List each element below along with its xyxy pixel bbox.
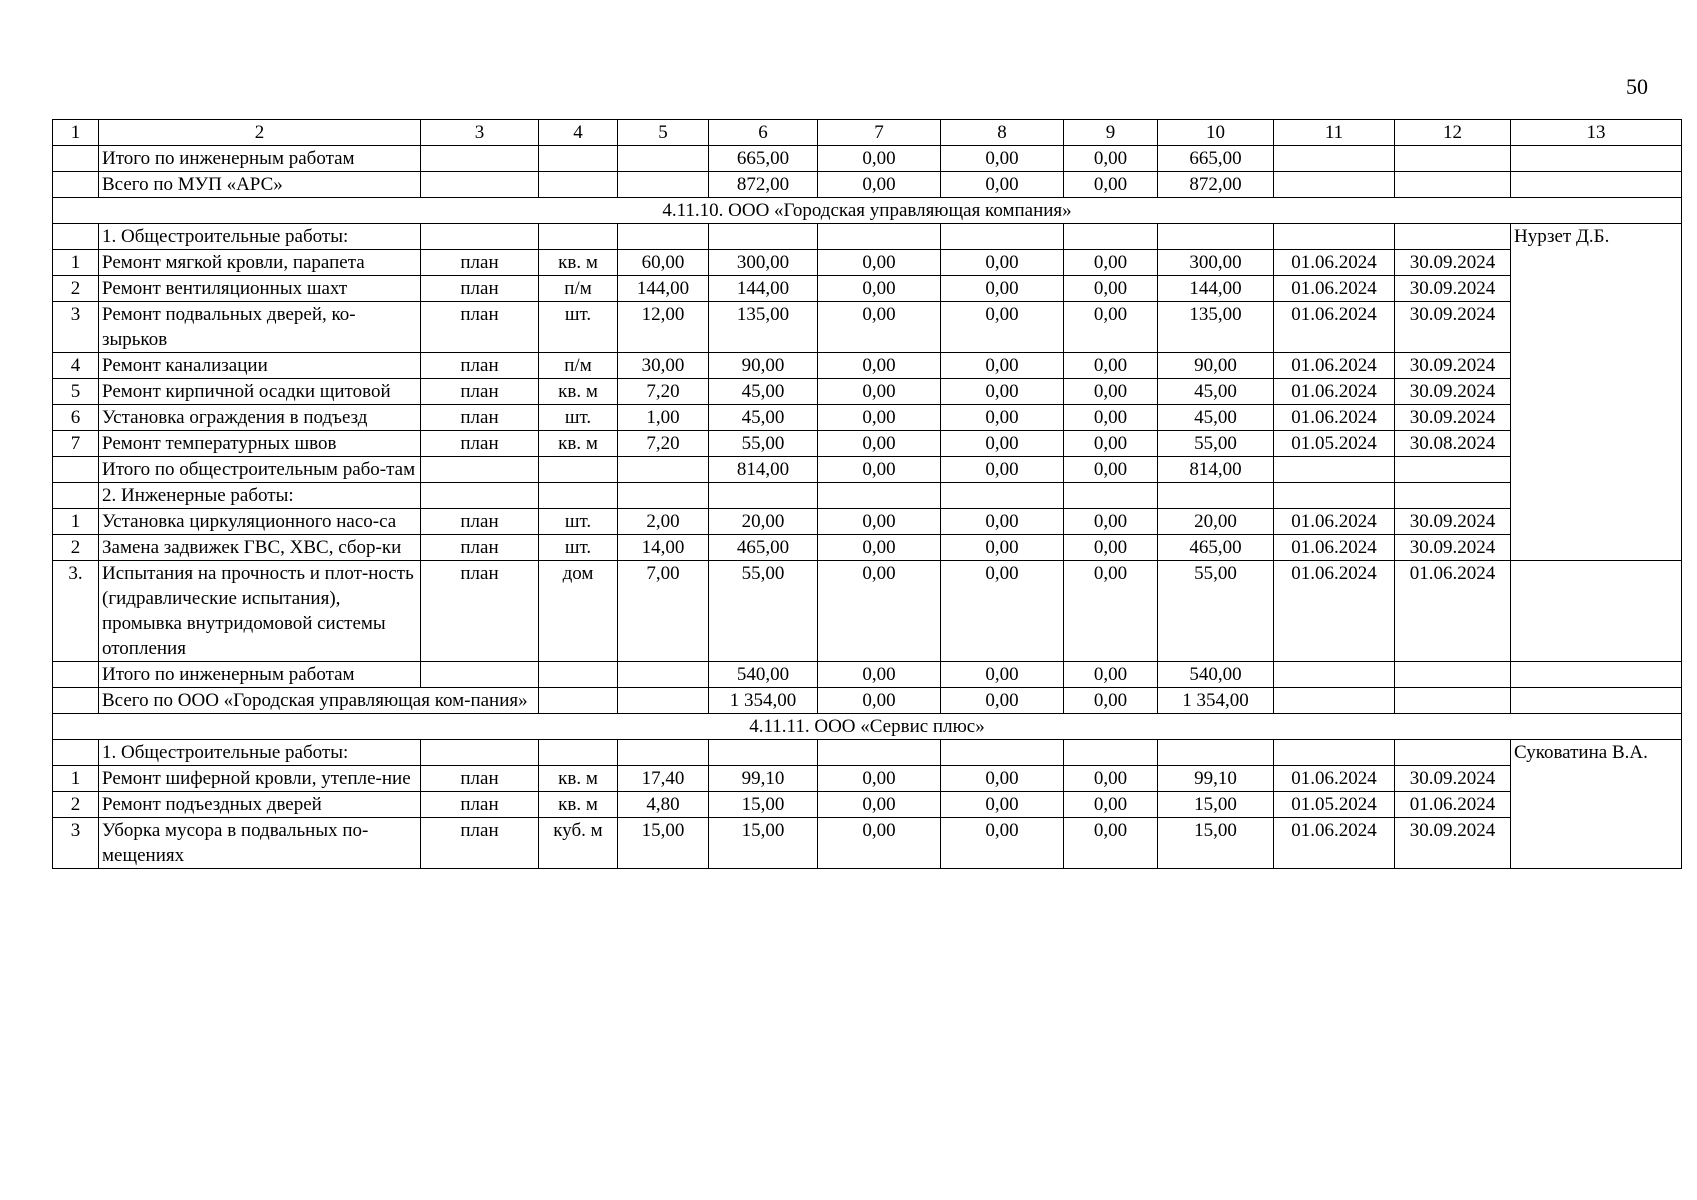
table-cell: 01.06.2024: [1274, 250, 1395, 276]
table-cell: 0,00: [818, 250, 941, 276]
table-cell: 99,10: [709, 766, 818, 792]
table-cell: [421, 740, 539, 766]
work-row: [53, 818, 1682, 869]
table-cell: 0,00: [941, 146, 1064, 172]
work-row: [53, 250, 1682, 276]
column-header: 12: [1395, 120, 1511, 146]
table-cell: 45,00: [709, 405, 818, 431]
table-cell: 0,00: [941, 509, 1064, 535]
table-cell: [539, 483, 618, 509]
table-cell: [421, 457, 539, 483]
table-cell: 7: [53, 431, 99, 457]
table-cell: куб. м: [539, 818, 618, 869]
row-description: Ремонт канализации: [99, 353, 421, 379]
table-cell: [1274, 662, 1395, 688]
table-cell: план: [421, 379, 539, 405]
table-cell: [539, 172, 618, 198]
table-cell: 0,00: [818, 509, 941, 535]
table-cell: 0,00: [1064, 405, 1158, 431]
table-cell: 4,80: [618, 792, 709, 818]
row-description: Ремонт подъездных дверей: [99, 792, 421, 818]
row-description: Замена задвижек ГВС, ХВС, сбор-ки: [99, 535, 421, 561]
section-title-row: [53, 714, 1682, 740]
table-cell: 0,00: [941, 535, 1064, 561]
table-cell: [1064, 224, 1158, 250]
table-cell: план: [421, 509, 539, 535]
table-cell: 01.06.2024: [1274, 766, 1395, 792]
table-cell: [1511, 172, 1682, 198]
table-cell: 12,00: [618, 302, 709, 353]
table-cell: 2: [53, 535, 99, 561]
table-cell: 45,00: [1158, 405, 1274, 431]
table-cell: план: [421, 766, 539, 792]
work-row: [53, 509, 1682, 535]
table-cell: 872,00: [709, 172, 818, 198]
table-cell: 814,00: [1158, 457, 1274, 483]
table-cell: 01.06.2024: [1274, 302, 1395, 353]
work-row: [53, 405, 1682, 431]
table-cell: 0,00: [941, 561, 1064, 662]
table-cell: план: [421, 276, 539, 302]
table-cell: 814,00: [709, 457, 818, 483]
table-cell: 01.06.2024: [1395, 561, 1511, 662]
table-cell: 14,00: [618, 535, 709, 561]
table-cell: 0,00: [1064, 662, 1158, 688]
table-cell: [1395, 740, 1511, 766]
table-cell: 0,00: [818, 766, 941, 792]
table-cell: 144,00: [1158, 276, 1274, 302]
table-cell: 0,00: [1064, 688, 1158, 714]
table-cell: шт.: [539, 535, 618, 561]
table-cell: 99,10: [1158, 766, 1274, 792]
table-cell: 0,00: [1064, 172, 1158, 198]
table-cell: [709, 740, 818, 766]
row-description: Уборка мусора в подвальных по-мещениях: [99, 818, 421, 869]
table-cell: 01.05.2024: [1274, 431, 1395, 457]
row-description: Итого по инженерным работам: [99, 662, 421, 688]
table-cell: [421, 483, 539, 509]
subtotal-row: [53, 662, 1682, 688]
table-cell: 0,00: [818, 535, 941, 561]
works-table: [52, 119, 1682, 869]
table-cell: [709, 224, 818, 250]
table-cell: 0,00: [818, 688, 941, 714]
table-cell: [618, 483, 709, 509]
table-cell: 1: [53, 509, 99, 535]
row-description: Всего по МУП «АРС»: [99, 172, 421, 198]
work-row: [53, 302, 1682, 353]
table-cell: [941, 224, 1064, 250]
table-cell: [618, 688, 709, 714]
table-cell: 300,00: [709, 250, 818, 276]
table-cell: [618, 740, 709, 766]
table-cell: [818, 740, 941, 766]
work-row: [53, 276, 1682, 302]
table-cell: [618, 224, 709, 250]
section-title: 4.11.11. ООО «Сервис плюс»: [53, 714, 1682, 740]
table-cell: [1274, 740, 1395, 766]
table-cell: 15,00: [709, 792, 818, 818]
table-cell: 30.09.2024: [1395, 250, 1511, 276]
table-cell: [1395, 172, 1511, 198]
table-cell: 0,00: [1064, 792, 1158, 818]
table-cell: 0,00: [941, 353, 1064, 379]
table-cell: 30.09.2024: [1395, 818, 1511, 869]
column-header: 2: [99, 120, 421, 146]
table-cell: дом: [539, 561, 618, 662]
table-cell: 30.09.2024: [1395, 509, 1511, 535]
table-cell: 55,00: [709, 561, 818, 662]
table-cell: 0,00: [941, 172, 1064, 198]
table-cell: [818, 483, 941, 509]
table-cell: 0,00: [818, 457, 941, 483]
column-header-row: [53, 120, 1682, 146]
table-cell: [1511, 146, 1682, 172]
table-cell: 0,00: [941, 302, 1064, 353]
work-row: [53, 766, 1682, 792]
table-cell: [618, 457, 709, 483]
group-title: 1. Общестроительные работы:: [99, 740, 421, 766]
table-cell: [1274, 688, 1395, 714]
table-cell: 45,00: [709, 379, 818, 405]
row-description: Испытания на прочность и плот-ность (гидравлические испытания), промывка внутридомовой системы отопления: [99, 561, 421, 662]
table-cell: [53, 224, 99, 250]
table-cell: план: [421, 561, 539, 662]
table-cell: [1158, 740, 1274, 766]
table-cell: [53, 483, 99, 509]
table-cell: 17,40: [618, 766, 709, 792]
table-cell: 872,00: [1158, 172, 1274, 198]
table-cell: 135,00: [709, 302, 818, 353]
table-cell: [53, 662, 99, 688]
table-cell: 0,00: [1064, 276, 1158, 302]
responsible-person: Суковатина В.А.: [1511, 740, 1682, 869]
table-cell: 2: [53, 792, 99, 818]
table-cell: план: [421, 405, 539, 431]
table-cell: кв. м: [539, 379, 618, 405]
table-cell: 465,00: [709, 535, 818, 561]
table-cell: [539, 224, 618, 250]
table-cell: 0,00: [941, 457, 1064, 483]
column-header: 6: [709, 120, 818, 146]
table-cell: 0,00: [818, 276, 941, 302]
table-cell: 540,00: [709, 662, 818, 688]
table-cell: 144,00: [618, 276, 709, 302]
row-description: Итого по инженерным работам: [99, 146, 421, 172]
table-cell: шт.: [539, 405, 618, 431]
responsible-person: Нурзет Д.Б.: [1511, 224, 1682, 561]
page-number: 50: [1626, 74, 1648, 99]
table-cell: 0,00: [1064, 766, 1158, 792]
table-cell: 15,00: [618, 818, 709, 869]
table-cell: [618, 146, 709, 172]
table-cell: 90,00: [709, 353, 818, 379]
table-cell: п/м: [539, 353, 618, 379]
table-cell: 90,00: [1158, 353, 1274, 379]
table-cell: 5: [53, 379, 99, 405]
column-header: 13: [1511, 120, 1682, 146]
table-cell: 1,00: [618, 405, 709, 431]
table-cell: план: [421, 535, 539, 561]
table-cell: [53, 146, 99, 172]
table-cell: 0,00: [941, 431, 1064, 457]
row-description: Ремонт кирпичной осадки щитовой: [99, 379, 421, 405]
table-cell: 0,00: [941, 662, 1064, 688]
table-cell: [53, 172, 99, 198]
table-cell: 1: [53, 766, 99, 792]
column-header: 4: [539, 120, 618, 146]
table-cell: 0,00: [818, 353, 941, 379]
table-cell: 0,00: [941, 792, 1064, 818]
table-cell: 0,00: [818, 431, 941, 457]
table-cell: план: [421, 818, 539, 869]
table-cell: 0,00: [818, 818, 941, 869]
table-cell: 3: [53, 302, 99, 353]
table-cell: 4: [53, 353, 99, 379]
work-row: [53, 792, 1682, 818]
table-cell: 0,00: [1064, 561, 1158, 662]
table-cell: 01.06.2024: [1274, 276, 1395, 302]
table-cell: [1274, 457, 1395, 483]
table-cell: 15,00: [1158, 792, 1274, 818]
table-cell: [53, 457, 99, 483]
table-cell: 0,00: [1064, 431, 1158, 457]
table-cell: 0,00: [1064, 146, 1158, 172]
table-cell: [539, 457, 618, 483]
column-header: 8: [941, 120, 1064, 146]
work-row: [53, 353, 1682, 379]
table-cell: 30.09.2024: [1395, 535, 1511, 561]
row-description: Ремонт подвальных дверей, ко-зырьков: [99, 302, 421, 353]
table-cell: [1511, 662, 1682, 688]
column-header: 10: [1158, 120, 1274, 146]
table-cell: 0,00: [1064, 457, 1158, 483]
table-cell: [818, 224, 941, 250]
table-cell: 7,20: [618, 431, 709, 457]
table-cell: [539, 688, 618, 714]
row-description: Итого по общестроительным рабо-там: [99, 457, 421, 483]
table-cell: [1064, 740, 1158, 766]
table-cell: 0,00: [1064, 379, 1158, 405]
table-cell: 0,00: [1064, 353, 1158, 379]
table-cell: 0,00: [1064, 818, 1158, 869]
table-cell: 135,00: [1158, 302, 1274, 353]
table-cell: шт.: [539, 509, 618, 535]
table-cell: 45,00: [1158, 379, 1274, 405]
table-cell: 01.06.2024: [1274, 561, 1395, 662]
table-cell: 01.06.2024: [1274, 818, 1395, 869]
table-cell: 0,00: [1064, 302, 1158, 353]
table-cell: [53, 688, 99, 714]
group-title-row: [53, 740, 1682, 766]
table-cell: [1274, 146, 1395, 172]
table-cell: 1: [53, 250, 99, 276]
table-cell: 0,00: [941, 405, 1064, 431]
table-cell: кв. м: [539, 431, 618, 457]
group-title-row: [53, 224, 1682, 250]
table-cell: 01.06.2024: [1274, 353, 1395, 379]
table-cell: 0,00: [941, 250, 1064, 276]
table-cell: 465,00: [1158, 535, 1274, 561]
table-cell: кв. м: [539, 766, 618, 792]
table-cell: 55,00: [1158, 561, 1274, 662]
table-cell: план: [421, 250, 539, 276]
table-cell: п/м: [539, 276, 618, 302]
table-cell: 0,00: [818, 146, 941, 172]
table-cell: 0,00: [941, 688, 1064, 714]
table-cell: 7,20: [618, 379, 709, 405]
table-cell: 0,00: [818, 662, 941, 688]
row-description: Ремонт мягкой кровли, парапета: [99, 250, 421, 276]
column-header: 7: [818, 120, 941, 146]
table-cell: 0,00: [941, 379, 1064, 405]
table-cell: [1158, 483, 1274, 509]
table-cell: [1395, 688, 1511, 714]
table-cell: 30.08.2024: [1395, 431, 1511, 457]
table-cell: 0,00: [818, 792, 941, 818]
group-title: 2. Инженерные работы:: [99, 483, 421, 509]
table-cell: [1395, 662, 1511, 688]
table-cell: 55,00: [1158, 431, 1274, 457]
table-cell: 30.09.2024: [1395, 353, 1511, 379]
table-cell: 144,00: [709, 276, 818, 302]
table-cell: [421, 224, 539, 250]
table-cell: 7,00: [618, 561, 709, 662]
table-cell: [1274, 172, 1395, 198]
table-cell: 55,00: [709, 431, 818, 457]
group-title: 1. Общестроительные работы:: [99, 224, 421, 250]
table-cell: [941, 740, 1064, 766]
table-cell: 20,00: [1158, 509, 1274, 535]
table-cell: 30,00: [618, 353, 709, 379]
row-description: Всего по ООО «Городская управляющая ком-пания»: [99, 688, 539, 714]
table-cell: 01.06.2024: [1395, 792, 1511, 818]
subtotal-row: [53, 457, 1682, 483]
table-cell: 1 354,00: [709, 688, 818, 714]
table-cell: план: [421, 353, 539, 379]
table-cell: 2: [53, 276, 99, 302]
table-cell: [618, 662, 709, 688]
table-cell: [539, 146, 618, 172]
table-cell: 665,00: [709, 146, 818, 172]
table-cell: 15,00: [709, 818, 818, 869]
table-cell: [1064, 483, 1158, 509]
row-description: Установка ограждения в подъезд: [99, 405, 421, 431]
table-cell: 300,00: [1158, 250, 1274, 276]
table-cell: 60,00: [618, 250, 709, 276]
table-cell: 0,00: [941, 766, 1064, 792]
table-cell: шт.: [539, 302, 618, 353]
column-header: 9: [1064, 120, 1158, 146]
table-cell: 30.09.2024: [1395, 276, 1511, 302]
work-row: [53, 379, 1682, 405]
table-cell: 540,00: [1158, 662, 1274, 688]
table-cell: 0,00: [941, 276, 1064, 302]
table-cell: 01.06.2024: [1274, 535, 1395, 561]
table-cell: 0,00: [818, 561, 941, 662]
work-row: [53, 535, 1682, 561]
table-cell: 30.09.2024: [1395, 405, 1511, 431]
row-description: Ремонт температурных швов: [99, 431, 421, 457]
table-cell: 01.06.2024: [1274, 379, 1395, 405]
table-cell: 30.09.2024: [1395, 766, 1511, 792]
table-cell: [1511, 688, 1682, 714]
table-cell: 01.06.2024: [1274, 405, 1395, 431]
table-cell: [53, 740, 99, 766]
table-cell: 01.06.2024: [1274, 509, 1395, 535]
work-row: [53, 431, 1682, 457]
table-cell: [1395, 457, 1511, 483]
table-cell: 15,00: [1158, 818, 1274, 869]
table-cell: [1158, 224, 1274, 250]
table-cell: [421, 662, 539, 688]
table-cell: 0,00: [818, 302, 941, 353]
table-cell: [1395, 483, 1511, 509]
table-cell: план: [421, 792, 539, 818]
table-cell: [1395, 224, 1511, 250]
table-cell: 0,00: [818, 405, 941, 431]
section-title-row: [53, 198, 1682, 224]
grand-total-row: [53, 688, 1682, 714]
work-row: [53, 561, 1682, 662]
table-cell: [1274, 224, 1395, 250]
table-cell: [1274, 483, 1395, 509]
row-description: Установка циркуляционного насо-са: [99, 509, 421, 535]
column-header: 1: [53, 120, 99, 146]
table-cell: 30.09.2024: [1395, 379, 1511, 405]
column-header: 11: [1274, 120, 1395, 146]
table-cell: [1395, 146, 1511, 172]
table-cell: кв. м: [539, 250, 618, 276]
table-cell: 0,00: [818, 379, 941, 405]
table-cell: 0,00: [1064, 250, 1158, 276]
table-cell: [709, 483, 818, 509]
table-cell: 665,00: [1158, 146, 1274, 172]
table-cell: [539, 740, 618, 766]
section-title: 4.11.10. ООО «Городская управляющая компания»: [53, 198, 1682, 224]
table-cell: 3: [53, 818, 99, 869]
table-cell: 0,00: [1064, 535, 1158, 561]
table-cell: 3.: [53, 561, 99, 662]
table-cell: [618, 172, 709, 198]
table-cell: 01.05.2024: [1274, 792, 1395, 818]
table-cell: [421, 146, 539, 172]
table-cell: 6: [53, 405, 99, 431]
column-header: 3: [421, 120, 539, 146]
table-cell: [539, 662, 618, 688]
table-cell: [421, 172, 539, 198]
table-cell: 0,00: [941, 818, 1064, 869]
table-cell: [1511, 561, 1682, 662]
column-header: 5: [618, 120, 709, 146]
table-cell: 30.09.2024: [1395, 302, 1511, 353]
row-description: Ремонт вентиляционных шахт: [99, 276, 421, 302]
group-title-row: [53, 483, 1682, 509]
table-cell: 0,00: [1064, 509, 1158, 535]
table-cell: план: [421, 302, 539, 353]
total-row: [53, 172, 1682, 198]
table-cell: кв. м: [539, 792, 618, 818]
table-cell: 20,00: [709, 509, 818, 535]
row-description: Ремонт шиферной кровли, утепле-ние: [99, 766, 421, 792]
table-cell: 1 354,00: [1158, 688, 1274, 714]
total-row: [53, 146, 1682, 172]
table-cell: [941, 483, 1064, 509]
table-cell: план: [421, 431, 539, 457]
table-cell: 2,00: [618, 509, 709, 535]
table-cell: 0,00: [818, 172, 941, 198]
